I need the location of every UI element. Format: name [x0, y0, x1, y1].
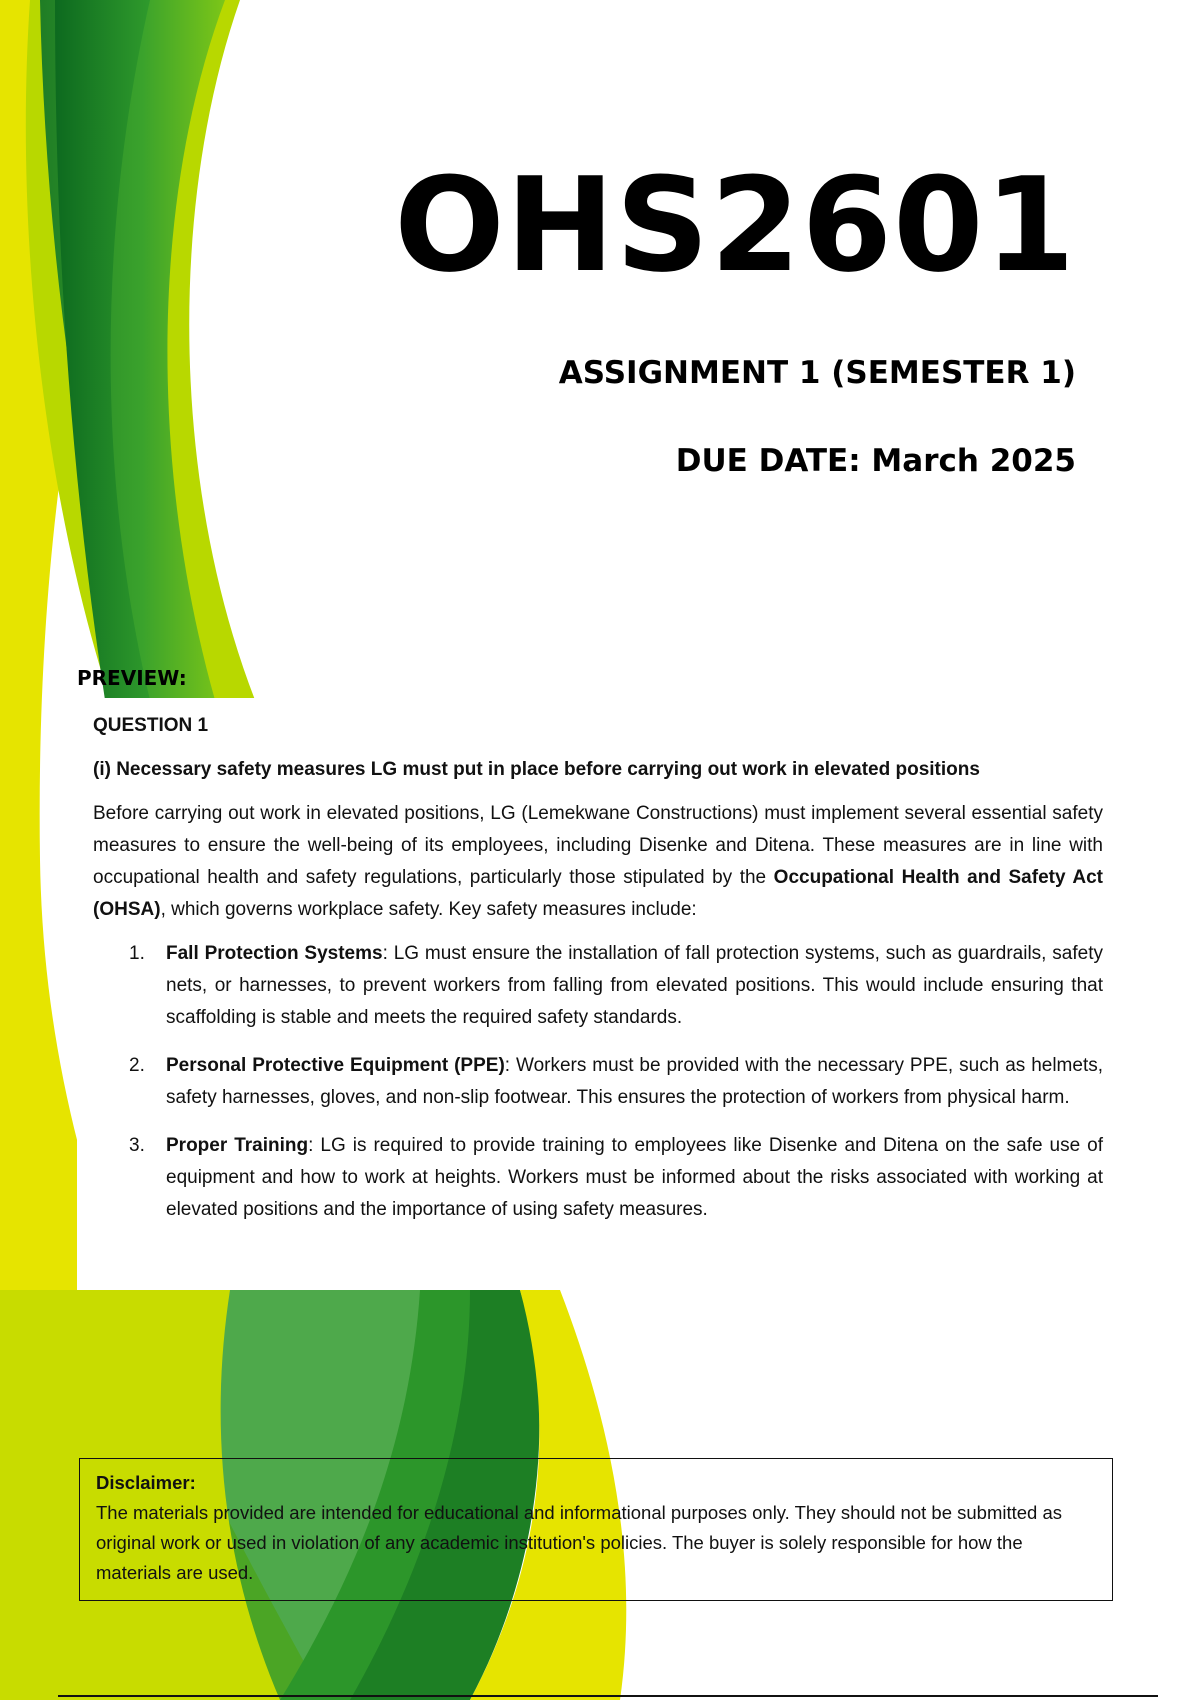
safety-measures-list: [93, 938, 1103, 1226]
intro-bold-act: Occupational Health and Safety Act (OHSA): [93, 867, 1103, 920]
bottom-divider: [58, 1695, 1158, 1697]
question-subheading: (i) Necessary safety measures LG must put in place before carrying out work in elevated positions: [93, 759, 980, 780]
preview-excerpt: [77, 698, 1118, 1290]
list-item: [93, 938, 1103, 1034]
list-item-text: : LG must ensure the installation of fall protection systems, such as guardrails, safety nets, or harnesses, to prevent workers from falling from elevated positions. This would include ensuring that scaffolding is stable and meets the required safety standards.: [166, 943, 1103, 1028]
intro-text-part2: , which governs workplace safety. Key safety measures include:: [160, 899, 697, 920]
disclaimer-text: The materials provided are intended for educational and informational purposes only. They should not be submitted as original work or used in violation of any academic institution's policies. The buyer is solely responsible for how the materials are used.: [96, 1502, 1063, 1583]
intro-paragraph: [93, 798, 1103, 926]
list-item-title: Fall Protection Systems: [166, 943, 383, 964]
list-item: [93, 1050, 1103, 1114]
list-item-number: 1.: [129, 943, 145, 964]
list-item-title: Proper Training: [166, 1135, 309, 1156]
course-code-title: OHS2601: [394, 149, 1076, 301]
list-item-number: 3.: [129, 1135, 145, 1156]
intro-text-part1: Before carrying out work in elevated positions, LG (Lemekwane Constructions) must implement several essential safety measures to ensure the well-being of its employees, including Disenke and Ditena. These measures are in line with occupational health and safety regulations, particularly those stipulated by the: [93, 803, 1103, 888]
assignment-subtitle: ASSIGNMENT 1 (SEMESTER 1): [558, 355, 1076, 391]
list-item: [93, 1130, 1103, 1226]
list-item-title: Personal Protective Equipment (PPE): [166, 1055, 505, 1076]
disclaimer-box: [79, 1458, 1113, 1601]
disclaimer-title: Disclaimer:: [96, 1472, 196, 1493]
preview-label: PREVIEW:: [77, 666, 187, 690]
list-item-text: : Workers must be provided with the necessary PPE, such as helmets, safety harnesses, gloves, and non-slip footwear. This ensures the protection of workers from physical harm.: [166, 1055, 1104, 1108]
list-item-text: : LG is required to provide training to employees like Disenke and Ditena on the safe use of equipment and how to work at heights. Workers must be informed about the risks associated with working at elevated positions and the importance of using safety measures.: [166, 1135, 1104, 1220]
due-date: DUE DATE: March 2025: [675, 443, 1076, 479]
list-item-number: 2.: [129, 1055, 145, 1076]
question-heading: QUESTION 1: [93, 715, 209, 736]
